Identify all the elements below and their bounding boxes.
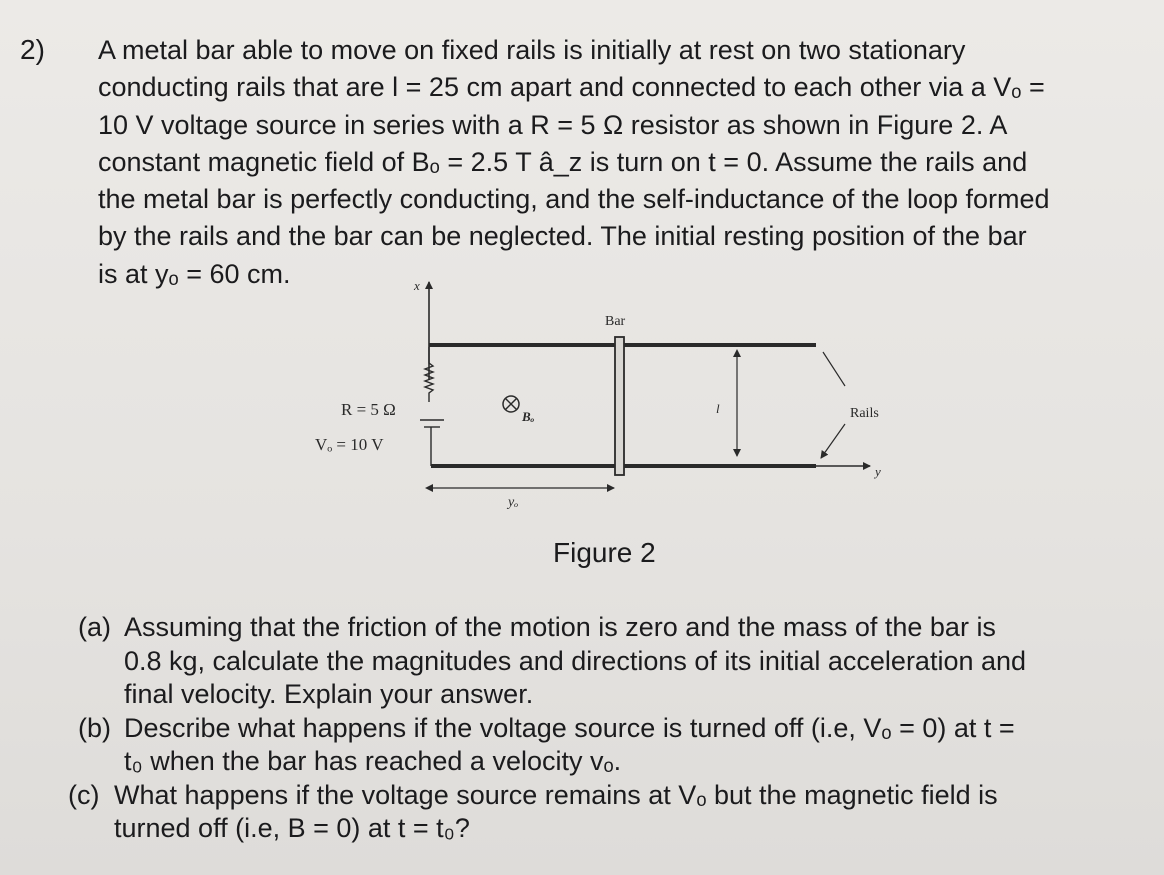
question-number: 2) <box>20 34 45 65</box>
x-axis-label: x <box>414 278 420 293</box>
part-b-line-1: Describe what happens if the voltage source is turned off (i.e, Vₒ = 0) at t = <box>124 712 1015 743</box>
part-a <box>78 611 1158 712</box>
spacing-label: l <box>716 401 720 416</box>
rail-circuit-svg <box>290 268 910 528</box>
part-b-line-2: t₀ when the bar has reached a velocity vₒ. <box>124 746 622 776</box>
problem-line-7: is at yₒ = 60 cm. <box>98 258 291 289</box>
problem-line-2: conducting rails that are l = 25 cm apart and connected to each other via a Vₒ = <box>98 72 1045 103</box>
question-parts <box>68 611 1158 846</box>
part-a-line-1: Assuming that the friction of the motion is zero and the mass of the bar is <box>124 612 996 642</box>
part-c <box>68 779 1158 846</box>
rails-label: Rails <box>850 406 879 421</box>
part-c-line-2: turned off (i.e, B = 0) at t = t₀? <box>114 813 470 843</box>
bar-label: Bar <box>605 314 626 329</box>
source-label: Vₒ = 10 V <box>315 435 384 454</box>
figure-caption: Figure 2 <box>553 537 656 568</box>
y-axis-label: y <box>875 464 881 479</box>
problem-line-4: constant magnetic field of Bₒ = 2.5 T â_z is turn on t = 0. Assume the rails and <box>98 146 1028 177</box>
position-label: yₒ <box>508 495 519 510</box>
problem-line-5: the metal bar is perfectly conducting, and the self-inductance of the loop formed <box>98 184 1050 215</box>
part-a-label: (a) <box>78 612 111 642</box>
metal-bar <box>615 337 624 475</box>
part-a-line-2: 0.8 kg, calculate the magnitudes and directions of its initial acceleration and <box>124 645 1027 676</box>
part-a-line-3: final velocity. Explain your answer. <box>124 679 534 709</box>
problem-statement <box>98 32 1148 293</box>
problem-line-3: 10 V voltage source in series with a R = 5 Ω resistor as shown in Figure 2. A <box>98 109 1008 140</box>
problem-line-6: by the rails and the bar can be neglected. The initial resting position of the bar <box>98 221 1027 252</box>
problem-line-1: A metal bar able to move on fixed rails is initially at rest on two stationary <box>98 35 966 65</box>
resistor-label: R = 5 Ω <box>341 400 396 419</box>
part-c-label: (c) <box>68 779 100 810</box>
part-b-label: (b) <box>78 712 111 743</box>
part-c-line-1: What happens if the voltage source remains at Vₒ but the magnetic field is <box>114 779 998 810</box>
rails-pointer-bottom <box>821 424 845 458</box>
figure-2-diagram <box>290 268 910 528</box>
rails-pointer-top <box>823 352 845 386</box>
field-label: Bₒ <box>522 409 535 424</box>
part-b <box>78 712 1158 779</box>
